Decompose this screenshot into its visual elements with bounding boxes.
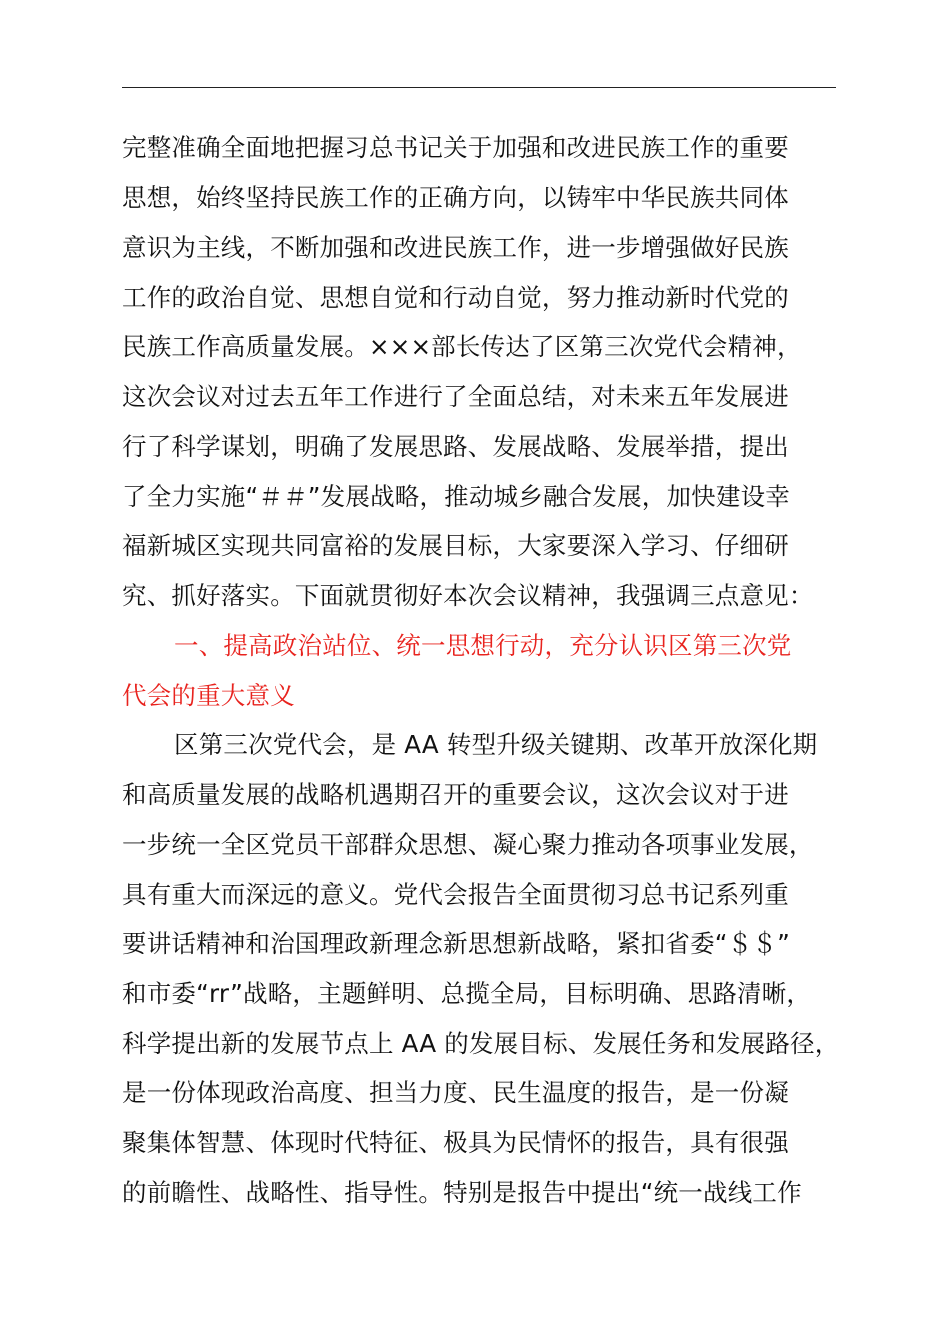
text-line: 行了科学谋划，明确了发展思路、发展战略、发展举措，提出	[122, 432, 789, 461]
text-line: 工作的政治自觉、思想自觉和行动自觉，努力推动新时代党的	[122, 283, 789, 312]
text-line: 福新城区实现共同富裕的发展目标，大家要深入学习、仔细研	[122, 531, 789, 560]
text-line: 具有重大而深远的意义。党代会报告全面贯彻习总书记系列重	[122, 880, 789, 909]
text-line: 意识为主线，不断加强和改进民族工作，进一步增强做好民族	[122, 233, 789, 262]
text-line: 究、抓好落实。下面就贯彻好本次会议精神，我强调三点意见：	[122, 581, 814, 610]
section-heading: 一、提高政治站位、统一思想行动，充分认识区第三次党	[174, 631, 792, 660]
text-line: 和高质量发展的战略机遇期召开的重要会议，这次会议对于进	[122, 780, 789, 809]
text-line: 民族工作高质量发展。×××部长传达了区第三次党代会精神，	[122, 332, 802, 361]
text-line: 是一份体现政治高度、担当力度、民生温度的报告，是一份凝	[122, 1078, 789, 1107]
section-heading-continued: 代会的重大意义	[122, 681, 295, 710]
text-line: 思想，始终坚持民族工作的正确方向，以铸牢中华民族共同体	[122, 183, 789, 212]
text-line: 一步统一全区党员干部群众思想、凝心聚力推动各项事业发展，	[122, 830, 814, 859]
text-line: 的前瞻性、战略性、指导性。特别是报告中提出“统一战线工作	[122, 1178, 802, 1207]
text-line: 科学提出新的发展节点上 AA 的发展目标、发展任务和发展路径，	[122, 1029, 840, 1058]
text-line: 聚集体智慧、体现时代特征、极具为民情怀的报告，具有很强	[122, 1128, 789, 1157]
paragraph-first-line: 区第三次党代会，是 AA 转型升级关键期、改革开放深化期	[174, 730, 818, 759]
text-line: 这次会议对过去五年工作进行了全面总结，对未来五年发展进	[122, 382, 789, 411]
text-line: 完整准确全面地把握习总书记关于加强和改进民族工作的重要	[122, 133, 789, 162]
text-line: 要讲话精神和治国理政新理念新思想新战略，紧扣省委“＄＄”	[122, 929, 790, 958]
header-rule	[122, 87, 836, 88]
text-line: 了全力实施“＃＃”发展战略，推动城乡融合发展，加快建设幸	[122, 482, 790, 511]
text-line: 和市委“rr”战略，主题鲜明、总揽全局，目标明确、思路清晰，	[122, 979, 812, 1008]
